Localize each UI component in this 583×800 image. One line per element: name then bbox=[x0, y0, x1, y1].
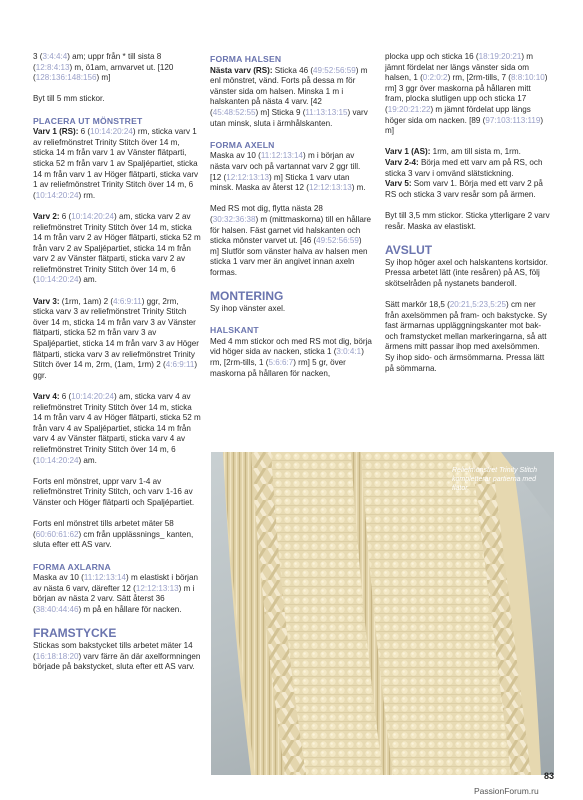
size-numbers: 18:19:20:21 bbox=[478, 52, 522, 61]
text-run: ) am; uppr från * till sista 8 ( bbox=[33, 52, 162, 72]
shoulder-text bbox=[210, 151, 372, 193]
row-4-instructions bbox=[33, 392, 201, 466]
neckband-row-1 bbox=[385, 147, 550, 158]
needle-change-text: Byt till 5 mm stickor. bbox=[33, 94, 105, 104]
text-run: Som varv 1. Börja med ett varv 2 på RS och sticka 3 varv resår som på ärmen. bbox=[385, 179, 543, 199]
size-numbers: 38:40:44:46 bbox=[35, 604, 79, 614]
intro-paragraph bbox=[33, 52, 201, 84]
size-numbers: 10:14:20:24 bbox=[35, 455, 79, 465]
text-run: ) am, sticka varv 4 av reliefmönstret Trinity Stitch över 14 m, sticka 14 m från varv 4 av Höger flätparti, sticka 52 m från varv 4 av Spaljépartiet, sticka 14 m från varv 4 av Vänster flätparti, sticka varv 4 av reliefmönstret Trinity Stitch över 14 m, 6 ( bbox=[33, 392, 201, 465]
text-run: ) am. bbox=[78, 275, 97, 285]
column-middle bbox=[210, 52, 372, 390]
heading-halskant: HALSKANT bbox=[210, 325, 259, 336]
assembly-text: Sy ihop vänster axel. bbox=[210, 304, 286, 314]
size-numbers: 97:103:113:119 bbox=[485, 115, 541, 125]
size-numbers: 19:20:21:22 bbox=[387, 104, 431, 114]
size-numbers: 4:6:9:11 bbox=[113, 296, 142, 306]
size-numbers: 3:0:4:1 bbox=[336, 347, 362, 357]
text-run: Med RS mot dig, flytta nästa 28 ( bbox=[210, 204, 323, 224]
text-run: ) m på en hållare för nacken. bbox=[78, 604, 182, 614]
size-numbers: 10:14:20:24 bbox=[71, 211, 115, 221]
size-numbers: 20:21,5:23,5:25 bbox=[449, 300, 507, 310]
row-label: Varv 1 (AS): bbox=[385, 147, 431, 157]
size-numbers: 4:6:9:11 bbox=[165, 360, 195, 370]
text-run: ) rm] 3 ggr över maskorna på hållaren mitt fram, plocka slutligen upp och sticka 17 ( bbox=[385, 73, 548, 114]
row-label: Varv 5: bbox=[385, 179, 412, 189]
heading-axlarna: FORMA AXLARNA bbox=[33, 561, 111, 572]
text-run: ) m jämnt fördelat ner längs vänster sida om halsen, 1 ( bbox=[385, 52, 534, 83]
column-left bbox=[33, 52, 201, 683]
row-label: Varv 1 (RS): bbox=[33, 127, 79, 137]
neckband-row-2-4 bbox=[385, 158, 550, 179]
size-numbers: 30:32:36:38 bbox=[212, 214, 256, 224]
text-run: Stickas som bakstycket tills arbetet mäter 14 ( bbox=[33, 641, 193, 661]
front-text bbox=[33, 641, 201, 673]
text-run: Forts enl mönstret tills arbetet mäter 58 ( bbox=[33, 519, 174, 539]
rs-facing-text bbox=[210, 204, 372, 278]
heading-halsen: FORMA HALSEN bbox=[210, 54, 282, 64]
heading-axeln: FORMA AXELN bbox=[210, 139, 275, 150]
heading-avslut: AVSLUT bbox=[385, 242, 433, 257]
page-number: 83 bbox=[544, 771, 555, 781]
text-run: Sätt markör 18,5 ( bbox=[385, 300, 450, 310]
text-run: ) m i början av nästa 2 varv. Sätt återst 36 ( bbox=[33, 583, 195, 614]
text-run: ) m] bbox=[96, 73, 111, 83]
row-label: Nästa varv (RS): bbox=[210, 65, 273, 75]
row-label: Varv 2-4: bbox=[385, 157, 419, 167]
text-run: ) m] Sticka 1 varv utan minsk. Maska av återst 12 ( bbox=[210, 172, 350, 193]
text-run: Börja med ett varv am på RS, och sticka 3 varv i omvänd slätstickning. bbox=[385, 157, 543, 178]
text-run: ) m, ö1am, arnvarvet ut. [120 ( bbox=[33, 62, 174, 83]
heading-placera: PLACERA UT MÖNSTRET bbox=[33, 115, 143, 126]
text-run: Sticka 46 ( bbox=[272, 65, 314, 75]
photo-caption: Reliefmönstret Trinity Stitch kompletterar partierna med flätor. bbox=[452, 467, 538, 492]
text-run: ) m] bbox=[385, 115, 544, 136]
text-run: ) rm, [2rm-tills, 1 ( bbox=[210, 347, 364, 368]
size-numbers: 10:14:20:24 bbox=[35, 275, 79, 285]
size-numbers: 10:14:20:24 bbox=[71, 392, 115, 401]
text-run: ) am, sticka varv 2 av reliefmönstret Trinity Stitch över 14 m, sticka 14 m från varv 2 av Höger flätparti, sticka 52 m från varv 2 av Spaljépartiet, sticka 14 m från varv 2 av Vänster flätparti, sticka varv 2 av reliefmönstret Trinity Stitch över 14 m, 6 ( bbox=[33, 211, 201, 285]
text-run: ) varv färre än där axelformningen började på bakstycket, sluta efter ett AS varv. bbox=[33, 651, 201, 672]
text-run: ) varv utan minsk, sluta i ärmhålskanten. bbox=[210, 107, 368, 128]
size-numbers: 12:12:13:13 bbox=[226, 172, 269, 182]
text-run: ) m elastiskt i början av nästa 6 varv, därefter 12 ( bbox=[33, 573, 198, 593]
size-numbers: 11:12:13:14 bbox=[83, 573, 126, 583]
size-numbers: 16:18:18:20 bbox=[35, 651, 79, 661]
text-run: ) rm. bbox=[78, 190, 96, 200]
size-numbers: 12:12:13:13 bbox=[308, 183, 352, 193]
neckband-continued-text bbox=[385, 52, 550, 137]
size-numbers: 11:12:13:14 bbox=[260, 151, 303, 161]
text-run: 6 ( bbox=[59, 211, 72, 221]
heading-framstycke: FRAMSTYCKE bbox=[33, 626, 117, 641]
continue-pattern-text: Forts enl mönstret, uppr varv 1-4 av reliefmönstret Trinity Stitch, och varv 1-16 av Vänster och Höger flätparti och Spaljépartiet. bbox=[33, 476, 195, 507]
text-run: ) m (mittmaskorna) till en hållare för halsen. Fäst garnet vid halskanten och sticka mönster varvet ut. [46 ( bbox=[210, 214, 372, 246]
size-numbers: 8:8:10:10 bbox=[510, 73, 545, 83]
text-run: (1rm, 1am) 2 ( bbox=[59, 296, 114, 306]
row-label: Varv 4: bbox=[33, 392, 60, 401]
size-numbers: 12:12:13:13 bbox=[135, 583, 179, 593]
size-numbers: 10:14:20:24 bbox=[90, 127, 133, 137]
text-run: ) m enl mönstret, vänd. Forts på dessa m för vänster sida om halsen. Minska 1 m i halskanten på nästa 4 varv. [42 ( bbox=[210, 65, 368, 117]
knit-texture-graphic bbox=[211, 452, 554, 775]
row-1-instructions bbox=[33, 127, 201, 201]
bind-off-text: Byt till 3,5 mm stickor. Sticka ytterligare 2 varv resår. Maska av elastiskt. bbox=[385, 210, 550, 231]
size-numbers: 60:60:61:62 bbox=[35, 529, 79, 539]
text-run: ) m] Slutför som vänster halva av halsen men sticka 1 varv mer än angivet innan axeln formas. bbox=[210, 236, 368, 277]
text-run: ) rm, [2rm-tills, 7 ( bbox=[447, 73, 511, 83]
size-numbers: 49:52:56:59 bbox=[313, 65, 356, 75]
row-2-instructions bbox=[33, 212, 201, 286]
sweater-photo bbox=[211, 452, 554, 775]
text-run: 1rm, am till sista m, 1rm. bbox=[430, 147, 521, 157]
text-run: ) cm ner från axelsömmen på fram- och bakstycke. Sy fast ärmarnas uppläggningskanter mot bak- och framstycket mellan markeringarna, så att ärmens mitt passar ihop med axelsömmen. Sy ihop sido- och ärmsömmarna. Pressa lätt på sömmarna. bbox=[385, 300, 547, 373]
text-run: ) m. bbox=[351, 183, 366, 193]
text-run: 6 ( bbox=[78, 127, 91, 137]
column-right bbox=[385, 52, 550, 385]
size-numbers: 0:2:0:2 bbox=[422, 73, 448, 83]
text-run: Maska av 10 ( bbox=[33, 573, 84, 583]
text-run: 3 ( bbox=[33, 52, 43, 61]
neck-text bbox=[210, 66, 372, 130]
text-run: Med 4 mm stickor och med RS mot dig, börja vid höger sida av nacken, sticka 1 ( bbox=[210, 336, 372, 357]
size-numbers: 11:13:13:15 bbox=[305, 107, 348, 117]
text-run: Maska av 10 ( bbox=[210, 151, 261, 161]
heading-montering: MONTERING bbox=[210, 289, 284, 304]
continue-length-text bbox=[33, 519, 201, 551]
row-3-instructions bbox=[33, 297, 201, 382]
row-label: Varv 3: bbox=[33, 296, 60, 306]
site-watermark: PassionForum.ru bbox=[474, 786, 539, 796]
text-run: ) am. bbox=[78, 455, 97, 465]
row-label: Varv 2: bbox=[33, 211, 60, 221]
text-run: ) m] Sticka 9 ( bbox=[255, 107, 306, 117]
text-run: ) ggr. bbox=[33, 360, 198, 380]
text-run: ) m i början av nästa varv och på vartannat varv 2 ggr till. [12 ( bbox=[210, 151, 361, 182]
text-run: plocka upp och sticka 16 ( bbox=[385, 52, 479, 61]
size-numbers: 49:52:56:59 bbox=[316, 236, 359, 246]
text-run: ) ggr, 2rm, sticka varv 3 av reliefmönstret Trinity Stitch över 14 m, sticka 14 m från varv 3 av Vänster flätparti, sticka 52 m från varv 3 av Spaljépartiet, sticka 14 m från varv 3 av Höger flätparti, sticka varv 3 av reliefmönstret Trinity Stitch över 14 m, 2rm, (1am, 1rm) 2 ( bbox=[33, 296, 199, 370]
neckband-text bbox=[210, 337, 372, 379]
text-run: ) m jämnt fördelat upp längs höger sida om nacken. [89 ( bbox=[385, 104, 531, 125]
text-run: ) cm från upplässnings_ kanten, sluta efter ett AS varv. bbox=[33, 529, 194, 550]
text-run: ) rm, sticka varv 1 av reliefmönstret Trinity Stitch över 14 m, sticka 14 m från varv 1 av Vänster flätparti, sticka 52 m från varv 1 av Spaljépartiet, sticka 14 m från varv 1 av Höger flätparti, sticka varv 1 av reliefmönstret Trinity Stitch över 14 m, 6 ( bbox=[33, 127, 199, 200]
text-run: ) rm] 5 gr, över maskorna på hållaren för nacken, bbox=[210, 358, 346, 378]
finishing-text: Sy ihop höger axel och halskantens kortsidor. Pressa arbetet lätt (inte resåren) på AS, följ skötselråden på nystanets banderoll. bbox=[385, 257, 548, 288]
size-numbers: 10:14:20:24 bbox=[35, 190, 79, 200]
size-numbers: 3:4:4:4 bbox=[42, 52, 68, 61]
size-numbers: 45:48:52:55 bbox=[212, 107, 256, 117]
size-numbers: 5:6:6:7 bbox=[268, 358, 294, 368]
shoulders-text bbox=[33, 573, 201, 615]
size-numbers: 128:136:148:156 bbox=[35, 73, 97, 83]
neckband-row-5 bbox=[385, 179, 550, 200]
text-run: 6 ( bbox=[59, 392, 72, 401]
markers-text bbox=[385, 300, 550, 374]
size-numbers: 12:8:4:13 bbox=[35, 62, 70, 72]
